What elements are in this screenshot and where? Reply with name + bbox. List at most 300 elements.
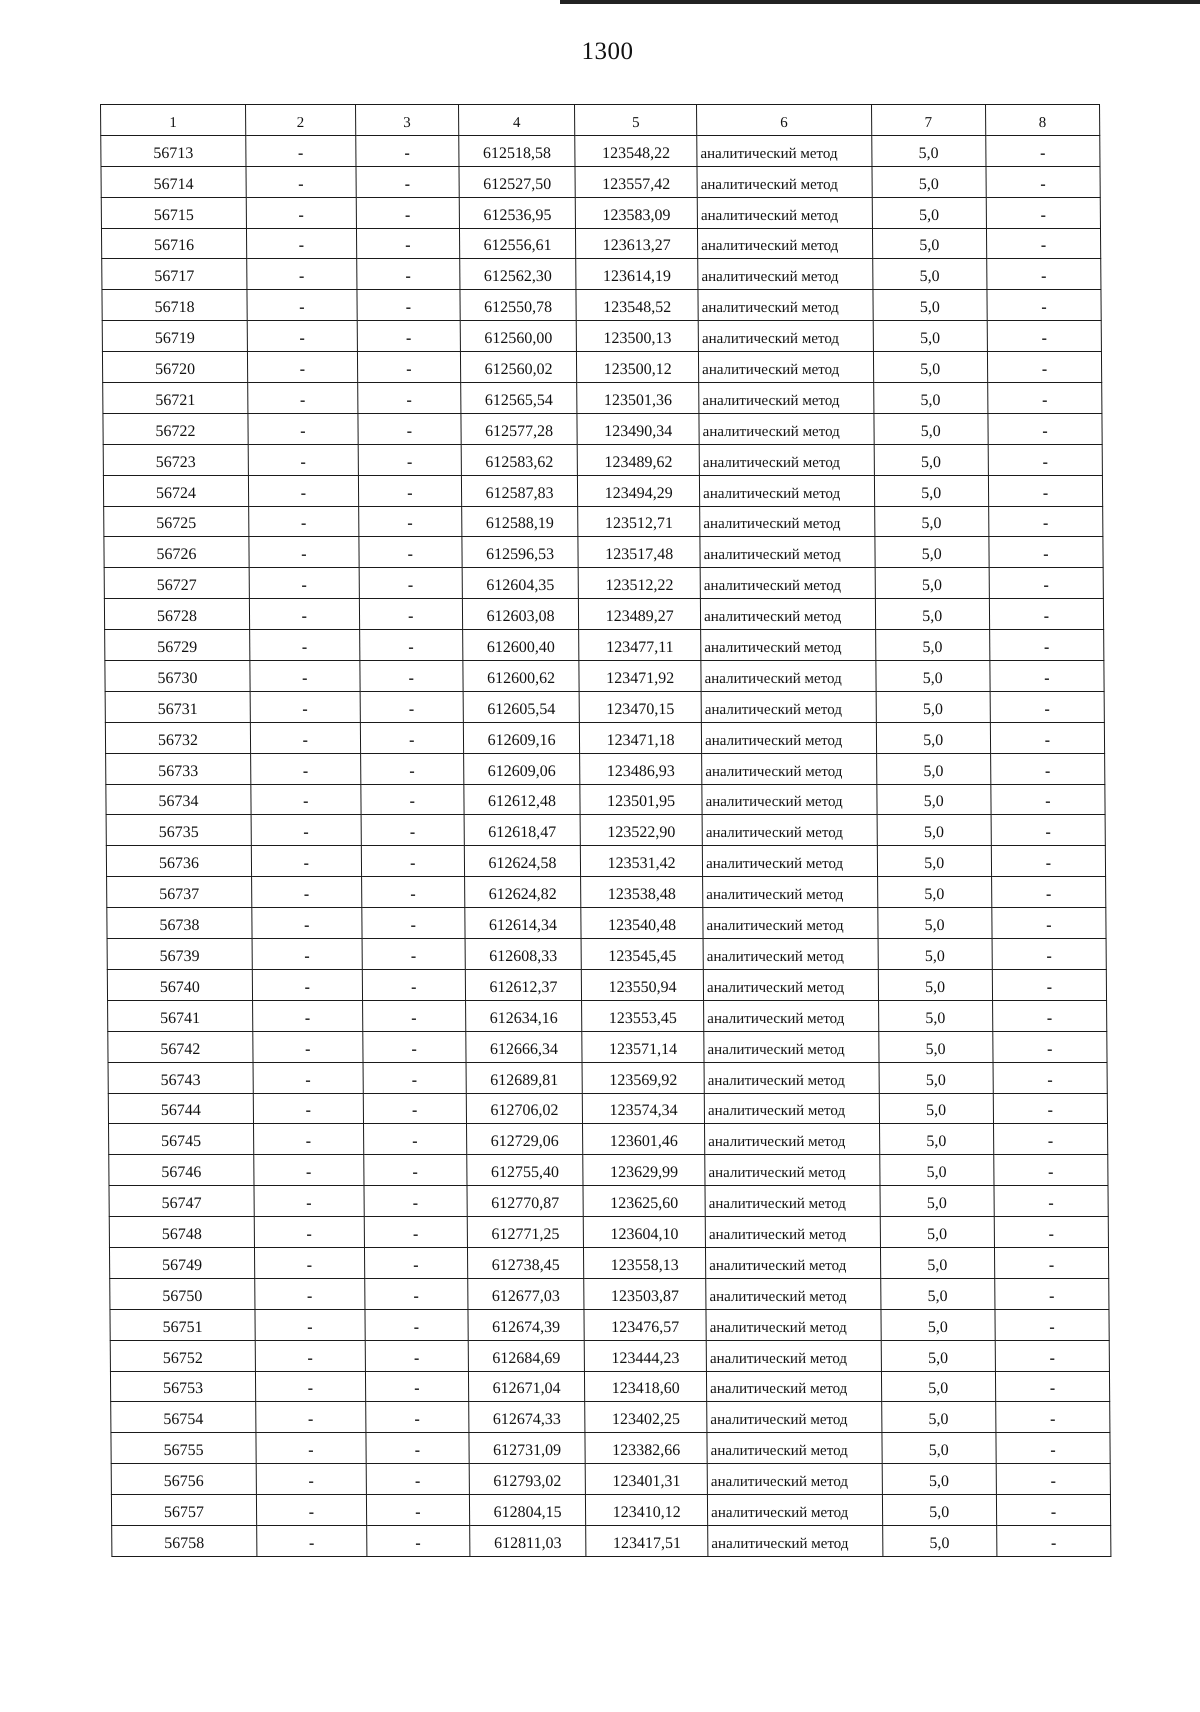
table-row	[102, 259, 1101, 290]
table-cell-col4: 612771,25	[467, 1217, 584, 1248]
table-cell-col3: -	[356, 166, 459, 197]
table-cell-col2: -	[251, 846, 361, 877]
table-row	[103, 383, 1102, 414]
table-row	[102, 321, 1101, 352]
table-cell-col1: 56734	[106, 784, 251, 815]
table-cell-col1: 56721	[103, 383, 248, 414]
table-cell-col2: -	[254, 1155, 364, 1186]
table-cell-col7: 5,0	[882, 1464, 996, 1495]
table-cell-col7: 5,0	[877, 815, 991, 846]
table-cell-col2: -	[246, 228, 356, 259]
table-cell-col1: 56746	[109, 1155, 254, 1186]
table-cell-col3: -	[361, 784, 464, 815]
table-cell-col5: 123500,13	[576, 321, 698, 352]
table-cell-col6: аналитический метод	[701, 691, 876, 722]
table-cell-col7: 5,0	[882, 1433, 996, 1464]
table-cell-col2: -	[256, 1495, 366, 1526]
table-cell-col8: -	[994, 1217, 1108, 1248]
table-cell-col4: 612811,03	[470, 1525, 587, 1556]
table-cell-col6: аналитический метод	[706, 1340, 881, 1371]
table-cell-col5: 123444,23	[584, 1340, 706, 1371]
table-cell-col6: аналитический метод	[707, 1433, 882, 1464]
table-cell-col8: -	[996, 1495, 1110, 1526]
table-row	[109, 1155, 1108, 1186]
table-cell-col8: -	[989, 630, 1103, 661]
table-cell-col1: 56723	[103, 444, 248, 475]
table-cell-col2: -	[247, 321, 357, 352]
table-cell-col1: 56741	[108, 1000, 253, 1031]
table-cell-col2: -	[256, 1433, 366, 1464]
table-cell-col1: 56725	[104, 506, 249, 537]
table-cell-col8: -	[988, 475, 1102, 506]
table-cell-col8: -	[988, 506, 1102, 537]
table-cell-col7: 5,0	[872, 259, 986, 290]
table-cell-col4: 612605,54	[463, 691, 580, 722]
table-cell-col8: -	[995, 1309, 1109, 1340]
table-cell-col2: -	[252, 1000, 362, 1031]
table-row	[104, 568, 1103, 599]
table-cell-col5: 123604,10	[583, 1217, 705, 1248]
table-cell-col3: -	[362, 1000, 465, 1031]
table-cell-col1: 56716	[101, 228, 246, 259]
table-cell-col6: аналитический метод	[705, 1124, 880, 1155]
table-row	[108, 1031, 1107, 1062]
table-cell-col2: -	[254, 1186, 364, 1217]
table-cell-col3: -	[365, 1309, 468, 1340]
table-cell-col3: -	[360, 661, 463, 692]
table-row	[103, 475, 1102, 506]
table-cell-col6: аналитический метод	[702, 815, 877, 846]
table-cell-col1: 56728	[104, 599, 249, 630]
table-cell-col3: -	[363, 1155, 466, 1186]
table-row	[103, 444, 1102, 475]
table-cell-col1: 56718	[102, 290, 247, 321]
table-row	[105, 661, 1104, 692]
table-cell-col2: -	[253, 1031, 363, 1062]
table-cell-col2: -	[248, 413, 358, 444]
table-cell-col5: 123574,34	[582, 1093, 704, 1124]
table-row	[110, 1278, 1109, 1309]
table-cell-col2: -	[246, 166, 356, 197]
column-header-5: 5	[575, 105, 697, 136]
table-cell-col6: аналитический метод	[703, 969, 878, 1000]
table-cell-col3: -	[364, 1247, 467, 1278]
table-cell-col3: -	[356, 197, 459, 228]
table-cell-col4: 612596,53	[462, 537, 579, 568]
table-cell-col3: -	[364, 1278, 467, 1309]
column-header-3: 3	[355, 105, 458, 136]
table-cell-col1: 56743	[108, 1062, 253, 1093]
table-cell-col4: 612577,28	[461, 413, 578, 444]
table-cell-col5: 123489,27	[579, 599, 701, 630]
table-cell-col5: 123471,18	[580, 722, 702, 753]
table-cell-col1: 56719	[102, 321, 247, 352]
table-row	[108, 1062, 1107, 1093]
table-cell-col5: 123494,29	[578, 475, 700, 506]
table-cell-col2: -	[248, 444, 358, 475]
table-row	[106, 784, 1105, 815]
table-cell-col6: аналитический метод	[704, 1062, 879, 1093]
table-row	[102, 352, 1101, 383]
table-cell-col5: 123410,12	[586, 1495, 708, 1526]
table-cell-col2: -	[250, 691, 360, 722]
table-cell-col2: -	[247, 259, 357, 290]
table-row	[111, 1464, 1110, 1495]
table-cell-col7: 5,0	[878, 1031, 992, 1062]
table-cell-col4: 612684,69	[468, 1340, 585, 1371]
table-cell-col3: -	[358, 506, 461, 537]
table-cell-col6: аналитический метод	[704, 1000, 879, 1031]
table-row	[104, 537, 1103, 568]
table-row	[106, 815, 1105, 846]
table-row	[105, 722, 1104, 753]
table-cell-col8: -	[991, 877, 1105, 908]
table-cell-col5: 123531,42	[581, 846, 703, 877]
table-cell-col4: 612612,48	[464, 784, 581, 815]
table-cell-col6: аналитический метод	[703, 877, 878, 908]
table-cell-col8: -	[991, 846, 1105, 877]
table-cell-col3: -	[359, 537, 462, 568]
table-cell-col2: -	[256, 1402, 366, 1433]
table-cell-col2: -	[255, 1309, 365, 1340]
table-cell-col3: -	[363, 1093, 466, 1124]
table-cell-col7: 5,0	[878, 969, 992, 1000]
table-cell-col4: 612804,15	[469, 1495, 586, 1526]
table-cell-col8: -	[989, 537, 1103, 568]
table-cell-col5: 123417,51	[586, 1525, 708, 1556]
table-cell-col6: аналитический метод	[699, 352, 874, 383]
table-cell-col6: аналитический метод	[705, 1186, 880, 1217]
table-row	[101, 166, 1100, 197]
table-cell-col1: 56727	[104, 568, 249, 599]
table-cell-col3: -	[364, 1186, 467, 1217]
table-cell-col1: 56729	[105, 630, 250, 661]
table-cell-col4: 612671,04	[468, 1371, 585, 1402]
table-cell-col1: 56750	[110, 1278, 255, 1309]
table-cell-col8: -	[988, 413, 1102, 444]
table-cell-col6: аналитический метод	[699, 413, 874, 444]
table-cell-col6: аналитический метод	[703, 908, 878, 939]
table-cell-col2: -	[246, 197, 356, 228]
table-cell-col2: -	[248, 383, 358, 414]
table-row	[111, 1495, 1110, 1526]
table-cell-col8: -	[993, 1062, 1107, 1093]
column-header-6: 6	[697, 105, 872, 136]
table-cell-col4: 612618,47	[464, 815, 581, 846]
table-cell-col6: аналитический метод	[706, 1247, 881, 1278]
table-cell-col8: -	[986, 197, 1100, 228]
table-cell-col2: -	[253, 1093, 363, 1124]
table-cell-col3: -	[363, 1124, 466, 1155]
table-cell-col7: 5,0	[872, 166, 986, 197]
table-cell-col4: 612587,83	[461, 475, 578, 506]
table-cell-col1: 56736	[106, 846, 251, 877]
table-cell-col3: -	[366, 1464, 469, 1495]
table-cell-col4: 612600,62	[463, 661, 580, 692]
table-row	[101, 228, 1100, 259]
table-cell-col7: 5,0	[873, 290, 987, 321]
table-cell-col7: 5,0	[881, 1309, 995, 1340]
table-cell-col7: 5,0	[877, 877, 991, 908]
table-cell-col3: -	[364, 1217, 467, 1248]
table-cell-col8: -	[987, 290, 1101, 321]
table-cell-col3: -	[363, 1062, 466, 1093]
table-cell-col7: 5,0	[873, 352, 987, 383]
table-cell-col5: 123402,25	[585, 1402, 707, 1433]
table-cell-col5: 123548,22	[575, 135, 697, 166]
table-cell-col4: 612560,00	[460, 321, 577, 352]
table-cell-col8: -	[993, 1124, 1107, 1155]
table-cell-col6: аналитический метод	[698, 290, 873, 321]
table-cell-col4: 612689,81	[466, 1062, 583, 1093]
table-cell-col3: -	[356, 259, 459, 290]
table-cell-col5: 123613,27	[576, 228, 698, 259]
table-cell-col8: -	[993, 1031, 1107, 1062]
table-cell-col7: 5,0	[881, 1340, 995, 1371]
table-row	[104, 599, 1103, 630]
table-cell-col5: 123486,93	[580, 753, 702, 784]
table-cell-col7: 5,0	[875, 599, 989, 630]
table-cell-col3: -	[361, 908, 464, 939]
table-cell-col6: аналитический метод	[702, 753, 877, 784]
column-header-1: 1	[101, 105, 246, 136]
table-cell-col2: -	[254, 1217, 364, 1248]
table-row	[109, 1124, 1108, 1155]
table-cell-col1: 56717	[102, 259, 247, 290]
table-cell-col6: аналитический метод	[699, 383, 874, 414]
table-cell-col5: 123614,19	[576, 259, 698, 290]
table-cell-col6: аналитический метод	[700, 568, 875, 599]
table-cell-col3: -	[360, 753, 463, 784]
table-cell-col8: -	[989, 568, 1103, 599]
table-cell-col5: 123583,09	[575, 197, 697, 228]
table-cell-col8: -	[994, 1278, 1108, 1309]
table-cell-col8: -	[995, 1402, 1109, 1433]
table-cell-col1: 56724	[103, 475, 248, 506]
table-cell-col5: 123512,71	[578, 506, 700, 537]
table-cell-col6: аналитический метод	[708, 1525, 883, 1556]
table-cell-col5: 123601,46	[583, 1124, 705, 1155]
table-cell-col7: 5,0	[880, 1186, 994, 1217]
table-row	[110, 1371, 1109, 1402]
table-row	[107, 939, 1106, 970]
table-cell-col1: 56752	[110, 1340, 255, 1371]
column-header-4: 4	[458, 105, 575, 136]
table-cell-col1: 56731	[105, 691, 250, 722]
table-cell-col7: 5,0	[880, 1278, 994, 1309]
table-cell-col3: -	[365, 1371, 468, 1402]
table-cell-col4: 612793,02	[469, 1464, 586, 1495]
table-row	[104, 506, 1103, 537]
table-cell-col3: -	[359, 630, 462, 661]
table-cell-col3: -	[366, 1525, 469, 1556]
table-cell-col6: аналитический метод	[705, 1217, 880, 1248]
table-cell-col8: -	[990, 691, 1104, 722]
table-cell-col1: 56747	[109, 1186, 254, 1217]
table-cell-col7: 5,0	[879, 1155, 993, 1186]
table-cell-col4: 612550,78	[460, 290, 577, 321]
table-cell-col4: 612612,37	[465, 969, 582, 1000]
table-cell-col4: 612560,02	[460, 352, 577, 383]
table-cell-col2: -	[252, 969, 362, 1000]
table-cell-col7: 5,0	[878, 1000, 992, 1031]
table-cell-col8: -	[995, 1340, 1109, 1371]
page-number: 1300	[581, 38, 634, 65]
table-cell-col5: 123545,45	[581, 939, 703, 970]
table-cell-col5: 123550,94	[582, 969, 704, 1000]
table-cell-col6: аналитический метод	[705, 1155, 880, 1186]
table-cell-col2: -	[255, 1371, 365, 1402]
table-cell-col2: -	[250, 722, 360, 753]
table-row	[110, 1340, 1109, 1371]
table-row	[109, 1217, 1108, 1248]
table-row	[105, 630, 1104, 661]
table-cell-col8: -	[994, 1247, 1108, 1278]
table-cell-col4: 612527,50	[459, 166, 576, 197]
table-cell-col6: аналитический метод	[700, 537, 875, 568]
table-cell-col8: -	[996, 1433, 1110, 1464]
table-cell-col6: аналитический метод	[697, 197, 872, 228]
table-cell-col1: 56753	[110, 1371, 255, 1402]
table-cell-col1: 56756	[111, 1464, 256, 1495]
table-cell-col8: -	[992, 1000, 1106, 1031]
table-row	[107, 969, 1106, 1000]
table-row	[103, 413, 1102, 444]
table-cell-col8: -	[995, 1371, 1109, 1402]
table-cell-col1: 56722	[103, 413, 248, 444]
table-row	[105, 691, 1104, 722]
table-cell-col1: 56730	[105, 661, 250, 692]
table-cell-col2: -	[253, 1062, 363, 1093]
table-cell-col8: -	[990, 753, 1104, 784]
table-cell-col8: -	[992, 969, 1106, 1000]
table-cell-col8: -	[986, 259, 1100, 290]
top-border-rule	[560, 0, 1200, 4]
table-cell-col5: 123503,87	[584, 1278, 706, 1309]
table-cell-col3: -	[362, 969, 465, 1000]
table-cell-col3: -	[366, 1495, 469, 1526]
table-cell-col7: 5,0	[879, 1124, 993, 1155]
table-cell-col4: 612603,08	[462, 599, 579, 630]
table-cell-col5: 123501,95	[580, 784, 702, 815]
table-cell-col3: -	[357, 321, 460, 352]
table-cell-col3: -	[355, 135, 458, 166]
table-cell-col2: -	[253, 1124, 363, 1155]
column-header-2: 2	[245, 105, 355, 136]
table-cell-col1: 56749	[109, 1247, 254, 1278]
table-cell-col8: -	[992, 939, 1106, 970]
table-cell-col8: -	[987, 352, 1101, 383]
table-cell-col7: 5,0	[871, 135, 985, 166]
table-cell-col8: -	[994, 1155, 1108, 1186]
table-cell-col4: 612677,03	[468, 1278, 585, 1309]
table-cell-col5: 123517,48	[578, 537, 700, 568]
table-cell-col7: 5,0	[876, 753, 990, 784]
table-cell-col7: 5,0	[875, 537, 989, 568]
table-cell-col5: 123490,34	[577, 413, 699, 444]
table-cell-col1: 56757	[111, 1495, 256, 1526]
table-row	[109, 1186, 1108, 1217]
column-header-7: 7	[871, 105, 985, 136]
table-row	[110, 1309, 1109, 1340]
table-cell-col5: 123382,66	[585, 1433, 707, 1464]
table-cell-col1: 56720	[102, 352, 247, 383]
table-cell-col8: -	[989, 599, 1103, 630]
table-cell-col5: 123401,31	[585, 1464, 707, 1495]
table-cell-col7: 5,0	[874, 444, 988, 475]
table-cell-col1: 56737	[107, 877, 252, 908]
table-cell-col4: 612608,33	[465, 939, 582, 970]
table-cell-col3: -	[365, 1402, 468, 1433]
table-cell-col6: аналитический метод	[701, 661, 876, 692]
table-row	[108, 1000, 1107, 1031]
table-row	[111, 1433, 1110, 1464]
table-cell-col8: -	[991, 784, 1105, 815]
table-cell-col5: 123500,12	[577, 352, 699, 383]
table-cell-col7: 5,0	[875, 630, 989, 661]
table-cell-col4: 612666,34	[466, 1031, 583, 1062]
table-cell-col4: 612518,58	[459, 135, 576, 166]
table-cell-col7: 5,0	[879, 1062, 993, 1093]
table-cell-col5: 123625,60	[583, 1186, 705, 1217]
table-cell-col2: -	[249, 599, 359, 630]
table-row	[108, 1093, 1107, 1124]
table-cell-col7: 5,0	[882, 1525, 996, 1556]
table-cell-col2: -	[249, 537, 359, 568]
table-cell-col3: -	[366, 1433, 469, 1464]
table-cell-col6: аналитический метод	[707, 1371, 882, 1402]
coordinates-table	[100, 104, 1111, 1557]
table-cell-col6: аналитический метод	[698, 228, 873, 259]
table-cell-col4: 612674,33	[469, 1402, 586, 1433]
table-cell-col4: 612536,95	[459, 197, 576, 228]
table-cell-col8: -	[991, 815, 1105, 846]
table-cell-col8: -	[990, 661, 1104, 692]
table-cell-col8: -	[996, 1525, 1110, 1556]
table-cell-col7: 5,0	[880, 1217, 994, 1248]
table-cell-col6: аналитический метод	[704, 1093, 879, 1124]
table-cell-col6: аналитический метод	[698, 259, 873, 290]
table-cell-col4: 612600,40	[462, 630, 579, 661]
table-cell-col1: 56748	[109, 1217, 254, 1248]
table-cell-col3: -	[365, 1340, 468, 1371]
table-cell-col5: 123557,42	[575, 166, 697, 197]
table-cell-col5: 123477,11	[579, 630, 701, 661]
table-cell-col6: аналитический метод	[701, 630, 876, 661]
table-cell-col2: -	[256, 1464, 366, 1495]
table-cell-col8: -	[993, 1093, 1107, 1124]
table-cell-col3: -	[361, 846, 464, 877]
table-cell-col8: -	[987, 383, 1101, 414]
table-cell-col7: 5,0	[876, 784, 990, 815]
table-cell-col4: 612674,39	[468, 1309, 585, 1340]
table-row	[107, 877, 1106, 908]
table-cell-col3: -	[358, 444, 461, 475]
table-cell-col4: 612604,35	[462, 568, 579, 599]
table-row	[102, 290, 1101, 321]
table-cell-col2: -	[250, 661, 360, 692]
table-cell-col7: 5,0	[873, 321, 987, 352]
table-cell-col7: 5,0	[876, 722, 990, 753]
table-cell-col7: 5,0	[881, 1402, 995, 1433]
table-cell-col6: аналитический метод	[700, 506, 875, 537]
table-cell-col5: 123522,90	[580, 815, 702, 846]
table-cell-col6: аналитический метод	[707, 1402, 882, 1433]
table-cell-col5: 123471,92	[579, 661, 701, 692]
table-cell-col2: -	[250, 630, 360, 661]
table-row	[107, 908, 1106, 939]
table-cell-col2: -	[249, 568, 359, 599]
